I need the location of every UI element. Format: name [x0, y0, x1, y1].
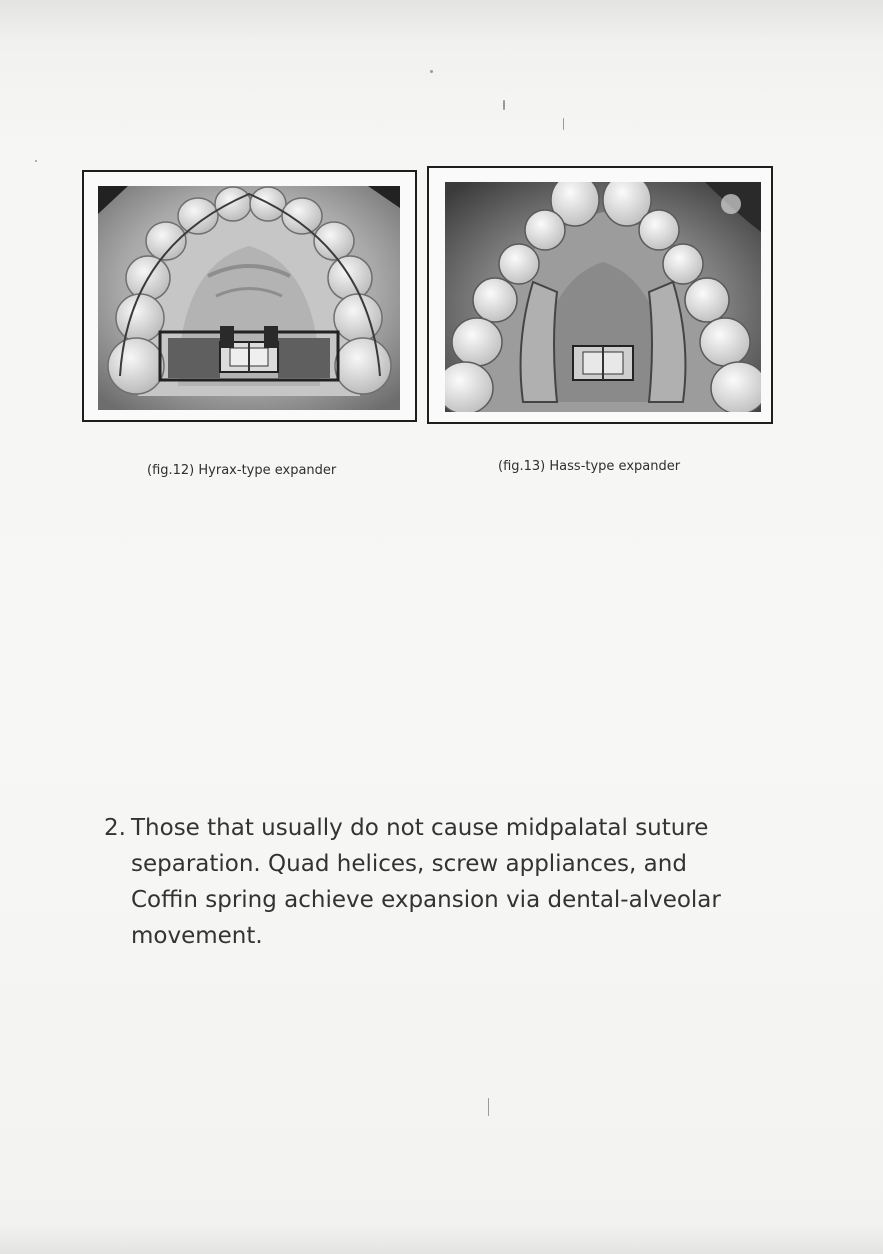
figure-13-text: Hass-type expander [549, 459, 681, 474]
figure-13-frame [427, 166, 773, 424]
figure-12-text: Hyrax-type expander [198, 463, 337, 478]
figure-13-caption [498, 459, 680, 474]
scan-speck [563, 118, 564, 130]
list-item-2-paragraph [104, 810, 744, 954]
maxillary-arch-hass-expander-photo [445, 182, 761, 412]
paragraph-line-1 [104, 810, 744, 846]
figure-12-frame [82, 170, 417, 422]
paragraph-line-4: movement. [131, 923, 263, 949]
paragraph-line-3: Coffin spring achieve expansion via dental-alveolar [131, 887, 721, 913]
figure-12-number: (fig.12) [147, 463, 195, 478]
paragraph-line-1-text: Those that usually do not cause midpalatal suture [131, 815, 709, 841]
scan-speck [488, 1098, 489, 1116]
scan-shadow-top [0, 0, 883, 40]
figure-12-caption [147, 463, 336, 478]
scan-shadow-bottom [0, 1224, 883, 1254]
maxillary-arch-hyrax-expander-photo [98, 186, 400, 410]
list-number: 2. [104, 815, 126, 841]
hass-photo-svg [445, 182, 761, 412]
scan-speck [35, 160, 37, 162]
scan-speck [503, 100, 505, 110]
figure-13-number: (fig.13) [498, 459, 546, 474]
scan-speck [430, 70, 433, 73]
paragraph-line-2: separation. Quad helices, screw appliances, and [131, 851, 687, 877]
hyrax-photo-svg [98, 186, 400, 410]
